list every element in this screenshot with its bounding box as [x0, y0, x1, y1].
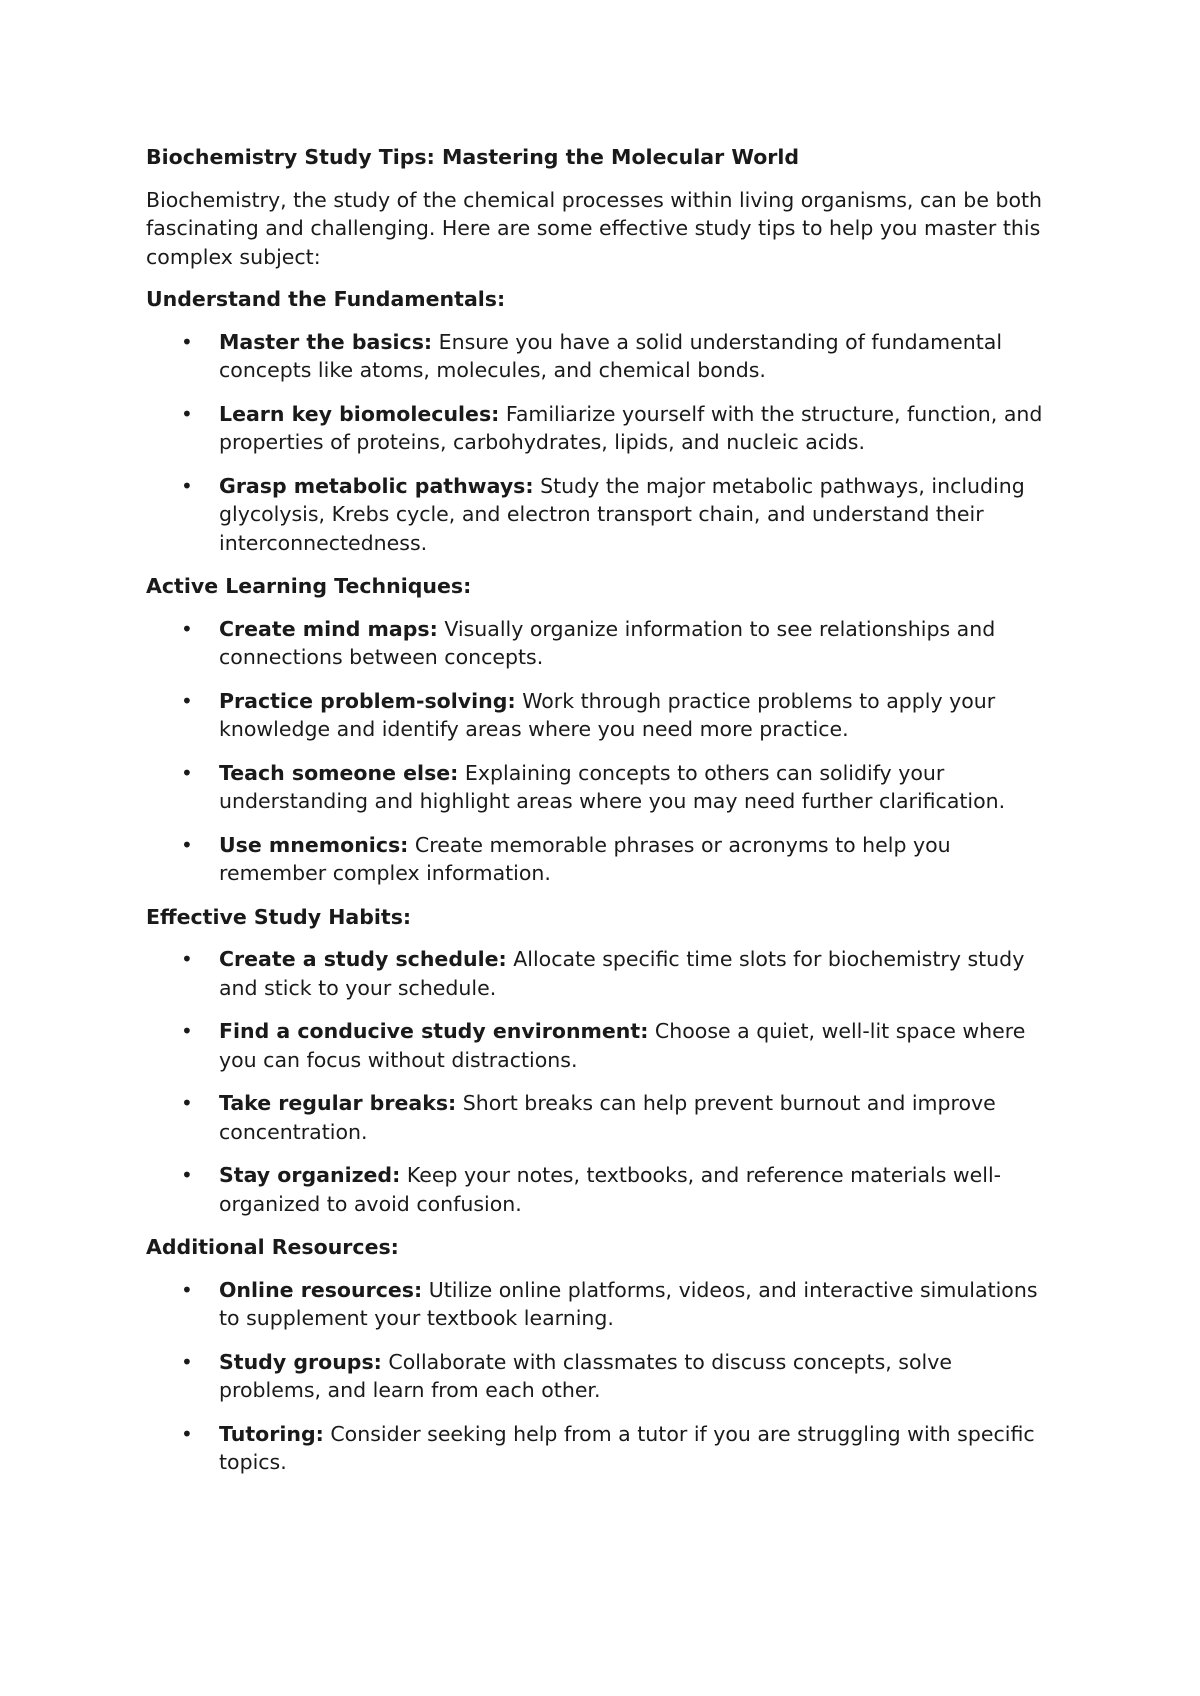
bullet-icon: • [181, 947, 193, 971]
bullet-icon: • [181, 688, 193, 713]
item-term: Practice problem-solving: [219, 688, 516, 713]
list-item [146, 400, 1046, 457]
item-term: Teach someone else: [219, 760, 459, 785]
item-term: Online resources: [219, 1277, 423, 1302]
bullet-icon: • [181, 329, 193, 354]
item-term: Take regular breaks: [219, 1091, 457, 1115]
section-heading-fundamentals: Understand the Fundamentals: [146, 287, 506, 311]
item-term: Find a conducive study environment: [219, 1019, 649, 1043]
item-text: Allocate specific time slots for biochemistry study and stick to your schedule. [219, 947, 1025, 1000]
item-text: Create memorable phrases or acronyms to help you remember complex information. [219, 832, 951, 885]
list-item [146, 831, 1046, 888]
bullet-icon: • [181, 832, 193, 857]
item-text: Familiarize yourself with the structure, function, and properties of proteins, carbohydrates, lipids, and nucleic acids. [219, 401, 1043, 454]
item-text: Keep your notes, textbooks, and reference materials well-organized to avoid confusion. [219, 1163, 1002, 1216]
list-item [146, 328, 1046, 385]
document-title: Biochemistry Study Tips: Mastering the Molecular World [146, 145, 800, 169]
item-text: Collaborate with classmates to discuss concepts, solve problems, and learn from each other. [219, 1349, 952, 1402]
item-text: Ensure you have a solid understanding of fundamental concepts like atoms, molecules, and chemical bonds. [219, 329, 1003, 382]
list-item [146, 472, 1046, 558]
section-heading-active-learning: Active Learning Techniques: [146, 574, 472, 598]
bullet-icon: • [181, 1091, 193, 1115]
item-term: Master the basics: [219, 329, 433, 354]
bullet-icon: • [181, 616, 193, 641]
list-item [146, 1420, 1046, 1477]
bullet-icon: • [181, 1163, 193, 1187]
list-item [146, 759, 1046, 816]
bullet-icon: • [181, 1277, 193, 1302]
section-list-study-habits [146, 945, 1046, 1218]
item-text: Choose a quiet, well-lit space where you can focus without distractions. [219, 1019, 1026, 1072]
list-item [146, 1276, 1046, 1333]
item-text: Consider seeking help from a tutor if you are struggling with specific topics. [219, 1421, 1035, 1474]
item-term: Study groups: [219, 1349, 382, 1374]
list-item [146, 615, 1046, 672]
item-term: Grasp metabolic pathways: [219, 473, 534, 498]
list-item [146, 1089, 1046, 1146]
document-page [146, 143, 1046, 1492]
list-item [146, 687, 1046, 744]
item-term: Create a study schedule: [219, 947, 507, 971]
section-heading-additional-resources: Additional Resources: [146, 1235, 399, 1259]
item-text: Short breaks can help prevent burnout and improve concentration. [219, 1091, 996, 1144]
item-term: Stay organized: [219, 1163, 401, 1187]
bullet-icon: • [181, 473, 193, 498]
list-item [146, 1017, 1046, 1074]
item-term: Learn key biomolecules: [219, 401, 500, 426]
item-text: Utilize online platforms, videos, and interactive simulations to supplement your textbook learning. [219, 1277, 1038, 1330]
intro-paragraph: Biochemistry, the study of the chemical processes within living organisms, can be both fascinating and challenging. Here are some effective study tips to help you master this complex subject: [146, 187, 1043, 269]
list-item [146, 1161, 1046, 1218]
item-term: Tutoring: [219, 1421, 324, 1446]
bullet-icon: • [181, 1421, 193, 1446]
bullet-icon: • [181, 760, 193, 785]
item-term: Create mind maps: [219, 616, 438, 641]
list-item [146, 1348, 1046, 1405]
item-text: Study the major metabolic pathways, including glycolysis, Krebs cycle, and electron transport chain, and understand their interconnectedness. [219, 473, 1025, 555]
bullet-icon: • [181, 1019, 193, 1043]
item-text: Explaining concepts to others can solidify your understanding and highlight areas where you may need further clarification. [219, 760, 1006, 813]
item-text: Work through practice problems to apply your knowledge and identify areas where you need more practice. [219, 688, 996, 741]
section-list-additional-resources [146, 1276, 1046, 1477]
section-heading-study-habits: Effective Study Habits: [146, 904, 412, 929]
item-term: Use mnemonics: [219, 832, 409, 857]
section-list-active-learning [146, 615, 1046, 888]
list-item [146, 945, 1046, 1002]
bullet-icon: • [181, 1349, 193, 1374]
item-text: Visually organize information to see relationships and connections between concepts. [219, 616, 996, 669]
section-list-fundamentals [146, 328, 1046, 558]
bullet-icon: • [181, 401, 193, 426]
